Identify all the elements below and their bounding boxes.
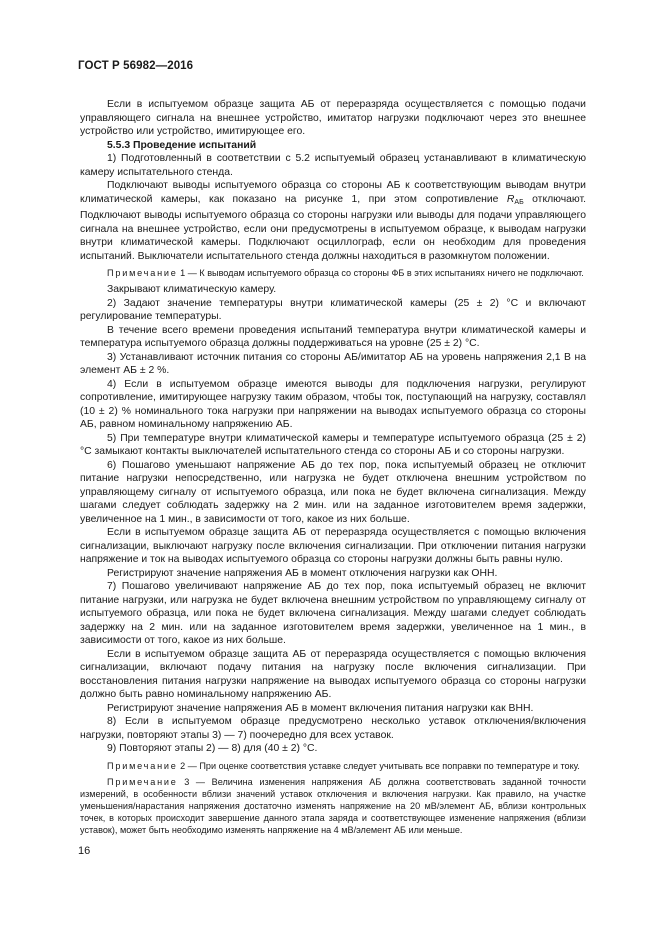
note-text: 3 — Величина изменения напряжения АБ должна соответствовать заданной точности измерений, в особенности вблизи значений уставок отключения и включения нагрузки. Как правило, на участке уменьшения/нарастания напряжения достаточно изменять напряжение на 20 мВ/элемент АБ, вблизи контрольных точек, в которых происходит завершение данного этапа заряда и соответствующее изменение напряжения (вблизи уставок), может быть необходимо изменять напряжение на 4 мВ/элемент АБ или меньше.: [80, 776, 586, 835]
note-text: 2 — При оценке соответствия уставке следует учитывать все поправки по температуре и току.: [177, 760, 580, 771]
paragraph: 3) Устанавливают источник питания со стороны АБ/имитатор АБ на уровень напряжения 2,1 В на элемент АБ ± 2 %.: [80, 351, 586, 376]
resistance-subscript: АБ: [514, 198, 524, 206]
note-label: Примечание: [107, 776, 178, 787]
section-heading: 5.5.3 Проведение испытаний: [107, 139, 257, 151]
document-header: ГОСТ Р 56982—2016: [78, 60, 194, 72]
note-label: Примечание: [107, 268, 178, 278]
note-text: 1 — К выводам испытуемого образца со стороны ФБ в этих испытаниях ничего не подключают.: [177, 268, 584, 278]
document-body: [80, 98, 586, 840]
paragraph: Закрывают климатическую камеру.: [107, 284, 277, 295]
paragraph: 2) Задают значение температуры внутри климатической камеры (25 ± 2) °С и включают регулирование температуры.: [80, 297, 586, 322]
resistance-symbol: R: [506, 193, 515, 205]
text-run: Подключают выводы испытуемого образца со стороны АБ к соответствующим выводам внутри климатической камеры, как показано на рисунке 1, при этом сопротивление: [80, 180, 586, 205]
paragraph: Если в испытуемом образце защита АБ от переразряда осуществляется с помощью включения сигнализации, включают подачу питания на нагрузку после включения сигнализации. При восстановления питания нагрузки напряжение на выводах испытуемого образца со стороны нагрузки должно быть равно номинальному напряжению АБ.: [80, 648, 586, 700]
page-number: 16: [78, 845, 91, 857]
paragraph: Регистрируют значение напряжения АБ в момент отключения нагрузки как ОНН.: [107, 567, 498, 579]
text-run: отключают. Подключают выводы испытуемого образца со стороны нагрузки или выводы для подачи управляющего сигнала на внешнее устройство, если они предусмотрены в испытуемом образце, к выводам нагрузки внутри климатической камеры. Подключают осциллограф, если он необходим для проведения испытаний. Выключатели испытательного стенда должны находиться в разомкнутом положении.: [80, 193, 586, 262]
paragraph: Регистрируют значение напряжения АБ в момент включения питания нагрузки как ВНН.: [107, 702, 534, 714]
note-label: Примечание: [107, 760, 178, 771]
paragraph: 8) Если в испытуемом образце предусмотрено несколько уставок отключения/включения нагрузки, повторяют этапы 3) — 7) поочередно для всех уставок.: [80, 716, 586, 741]
paragraph: [80, 179, 586, 263]
paragraph: 7) Пошагово увеличивают напряжение АБ до тех пор, пока испытуемый образец не включит питание нагрузки, или нагрузка не будет включена внешним устройством по управляющему сигналу от испытуемого образца, или пока не будет включена сигнализация. Между шагами следует соблюдать задержку на 2 мин. или на заданное изготовителем время задержки, увеличенное на 1 мин., в зависимости от того, какое из них больше.: [80, 581, 586, 646]
paragraph: 1) Подготовленный в соответствии с 5.2 испытуемый образец устанавливают в климатическую камеру испытательного стенда.: [80, 153, 586, 178]
paragraph: 5) При температуре внутри климатической камеры и температуре испытуемого образца (25 ± 2) °С замыкают контакты выключателей испытательного стенда со стороны АБ и со стороны нагрузки.: [80, 432, 586, 457]
paragraph: Если в испытуемом образце защита АБ от переразряда осуществляется с помощью включения сигнализации, выключают нагрузку после включения сигнализации. При отключении питания нагрузки напряжение и ток на выводах испытуемого образца со стороны нагрузки должны быть равны нулю.: [80, 527, 586, 565]
note: [80, 776, 586, 836]
paragraph: 6) Пошагово уменьшают напряжение АБ до тех пор, пока испытуемый образец не отключит питание нагрузки непосредственно, или нагрузка не будет отключена внешним устройством по управляющему сигналу от испытуемого образца, или пока не будет включена сигнализация. Между шагами следует соблюдать задержку на 2 мин. или на заданное изготовителем время задержки, увеличенное на 1 мин., в зависимости от того, какое из них больше.: [80, 459, 586, 525]
paragraph: Если в испытуемом образце защита АБ от переразряда осуществляется с помощью подачи управляющего сигнала на внешнее устройство, имитатор нагрузки подключают через это внешнее устройство или устройство, имитирующее его.: [80, 99, 586, 137]
paragraph: 9) Повторяют этапы 2) — 8) для (40 ± 2) °С.: [107, 743, 318, 754]
note: [80, 760, 586, 772]
paragraph: В течение всего времени проведения испытаний температура внутри климатической камеры и температура испытуемого образца должны поддерживаться на уровне (25 ± 2) °С.: [80, 324, 586, 349]
note: [80, 267, 586, 279]
paragraph: 4) Если в испытуемом образце имеются выводы для подключения нагрузки, регулируют сопротивление, имитирующее нагрузку таким образом, чтобы ток, поступающий на нагрузку, составлял (10 ± 2) % номинального тока нагрузки при напряжении на выводах испытуемого образца со стороны АБ, равном номинальному напряжению АБ.: [80, 378, 586, 430]
